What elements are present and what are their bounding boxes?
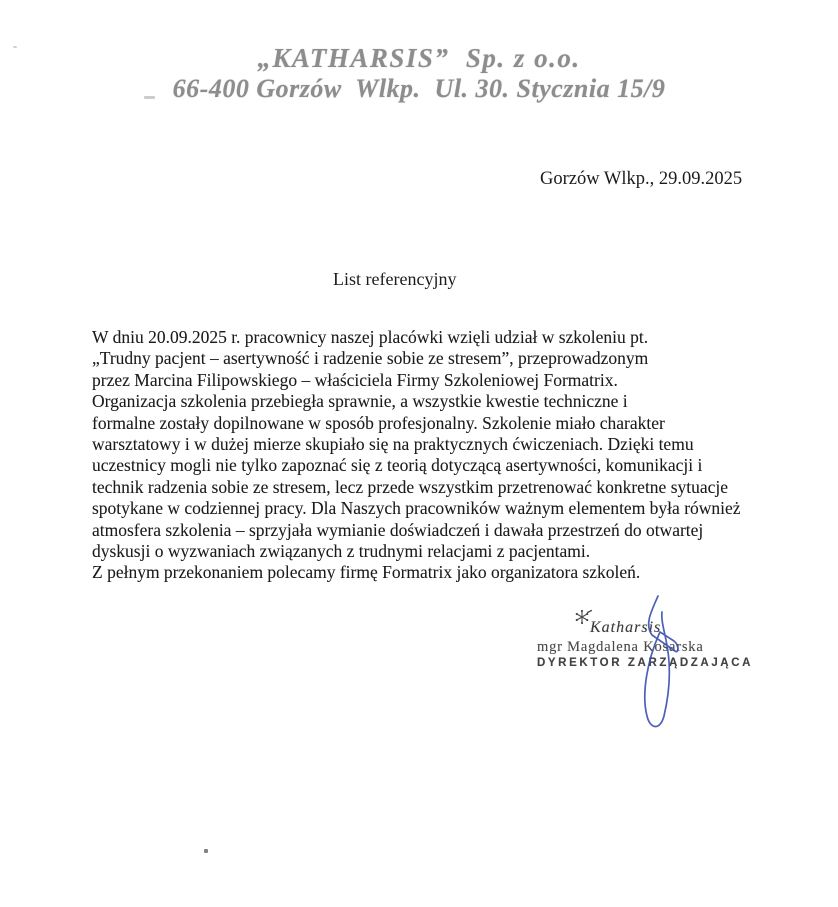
scan-speck — [204, 849, 208, 853]
scan-dash — [144, 96, 155, 99]
body-line: dyskusji o wyzwaniach związanych z trudnymi relacjami z pacjentami. — [92, 541, 591, 562]
katharsis-logo-text: Katharsis — [590, 619, 662, 636]
signer-name: mgr Magdalena Kosarska — [537, 639, 704, 655]
scan-speck — [13, 46, 17, 48]
document-title: List referencyjny — [333, 269, 457, 289]
dateline: Gorzów Wlkp., 29.09.2025 — [540, 169, 743, 189]
body-line: warsztatowy i w dużej mierze skupiało się na praktycznych ćwiczeniach. Dzięki temu — [92, 434, 694, 455]
body-line: przez Marcina Filipowskiego – właściciela Firmy Szkoleniowej Formatrix. — [92, 369, 618, 390]
company-name: „KATHARSIS” Sp. z o.o. — [257, 43, 581, 73]
body-line: uczestnicy mogli nie tylko zapoznać się z teorią dotyczącą asertywności, komunikacji i — [92, 455, 703, 476]
letterhead — [0, 42, 838, 104]
company-address: 66-400 Gorzów Wlkp. Ul. 30. Stycznia 15/9 — [172, 74, 666, 103]
letter-body — [92, 327, 792, 584]
body-line: formalne zostały dopilnowane w sposób profesjonalny. Szkolenie miało charakter — [92, 412, 665, 433]
body-line: technik radzenia sobie ze stresem, lecz przede wszystkim przetrenować konkretne sytuacje — [92, 476, 729, 497]
signer-role: DYREKTOR ZARZĄDZAJĄCA — [537, 657, 754, 669]
handwritten-signature — [626, 588, 716, 738]
body-line: spotykane w codziennej pracy. Dla Naszych pracowników ważnym elementem była również — [92, 498, 741, 519]
body-line: atmosfera szkolenia – sprzyjała wymianie doświadczeń i dawała przestrzeń do otwartej — [92, 519, 704, 540]
body-line: Organizacja szkolenia przebiegła sprawnie, a wszystkie kwestie techniczne i — [92, 391, 628, 412]
body-line: „Trudny pacjent – asertywność i radzenie sobie ze stresem”, przeprowadzonym — [92, 348, 649, 369]
body-line: Z pełnym przekonaniem polecamy firmę Formatrix jako organizatora szkoleń. — [92, 562, 641, 583]
body-line: W dniu 20.09.2025 r. pracownicy naszej placówki wzięli udział w szkoleniu pt. — [92, 327, 649, 347]
